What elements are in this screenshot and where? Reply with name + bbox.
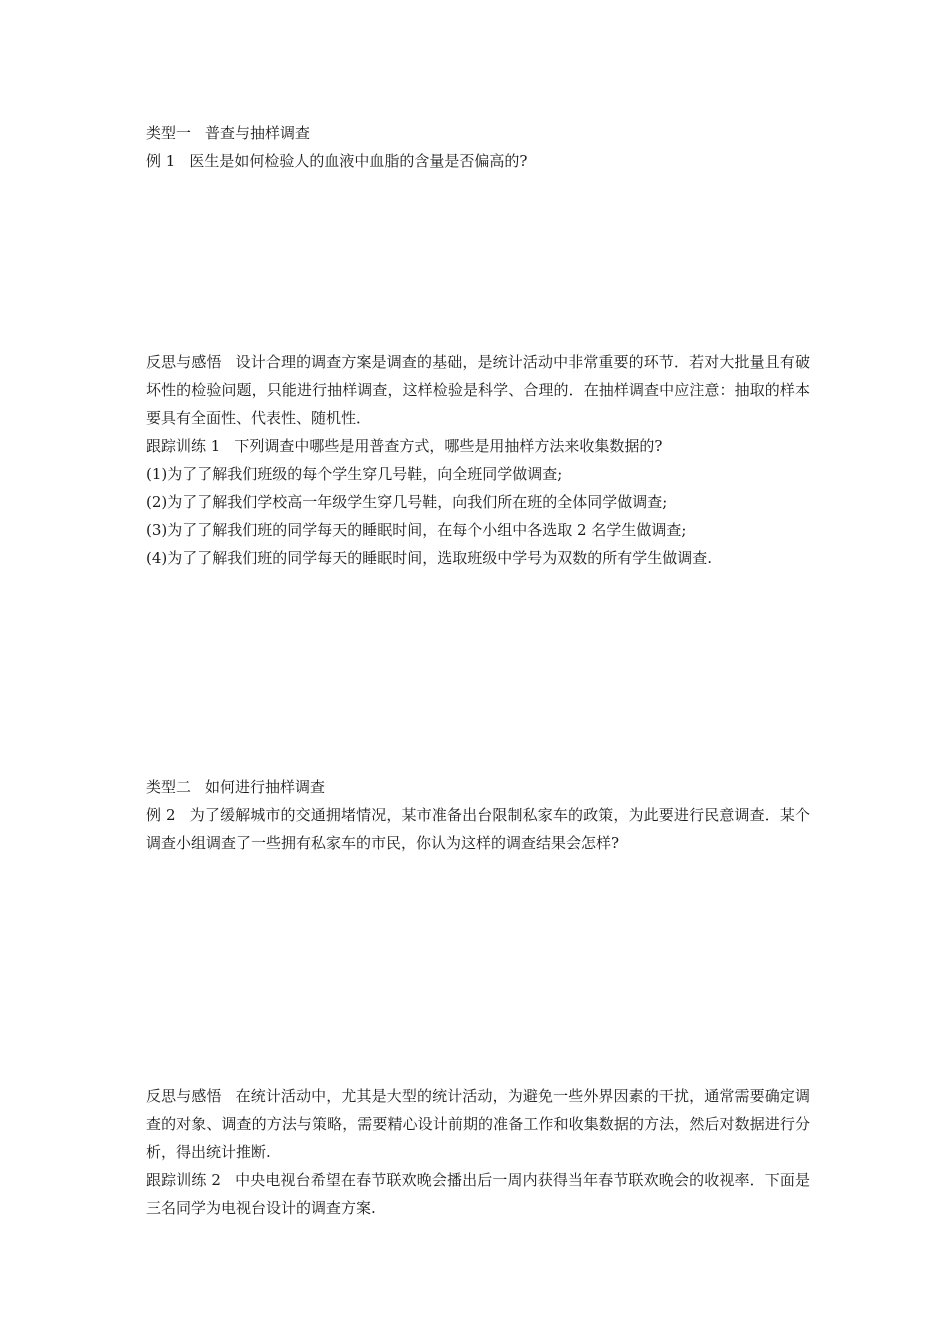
section-1-type-title: 普查与抽样调查 xyxy=(205,124,311,142)
reflection-and-training-2 xyxy=(146,1082,810,1222)
section-1-heading xyxy=(146,119,810,147)
reflection-2-label: 反思与感悟 xyxy=(146,1087,222,1105)
reflection-2 xyxy=(146,1082,810,1166)
example-2-text: 为了缓解城市的交通拥堵情况，某市准备出台限制私家车的政策，为此要进行民意调查．某个调查小组调查了一些拥有私家车的市民，你认为这样的调查结果会怎样? xyxy=(146,806,810,852)
section-1 xyxy=(146,119,810,175)
training-1-item: (1)为了了解我们班级的每个学生穿几号鞋，向全班同学做调查; xyxy=(146,465,563,483)
training-1-text: 下列调查中哪些是用普查方式，哪些是用抽样方法来收集数据的? xyxy=(234,437,663,455)
training-2-text: 中央电视台希望在春节联欢晚会播出后一周内获得当年春节联欢晚会的收视率．下面是三名同学为电视台设计的调查方案. xyxy=(146,1171,811,1217)
training-1-label: 跟踪训练 1 xyxy=(146,437,221,455)
reflection-2-text: 在统计活动中，尤其是大型的统计活动，为避免一些外界因素的干扰，通常需要确定调查的对象、调查的方法与策略，需要精心设计前期的准备工作和收集数据的方法，然后对数据进行分析，得出统计推断. xyxy=(146,1087,810,1161)
training-1-item: (3)为了了解我们班的同学每天的睡眠时间，在每个小组中各选取 2 名学生做调查; xyxy=(146,521,687,539)
section-2-type-label: 类型二 xyxy=(146,778,192,796)
example-2-label: 例 2 xyxy=(146,806,176,824)
section-2-heading xyxy=(146,773,810,801)
example-1-text: 医生是如何检验人的血液中血脂的含量是否偏高的? xyxy=(189,152,528,170)
training-1-item: (4)为了了解我们班的同学每天的睡眠时间，选取班级中学号为双数的所有学生做调查. xyxy=(146,549,713,567)
example-1-label: 例 1 xyxy=(146,152,176,170)
training-2 xyxy=(146,1166,810,1222)
training-1 xyxy=(146,432,810,460)
training-1-item: (2)为了了解我们学校高一年级学生穿几号鞋，向我们所在班的全体同学做调查; xyxy=(146,493,668,511)
section-2 xyxy=(146,773,810,857)
reflection-1 xyxy=(146,348,810,432)
reflection-1-text: 设计合理的调查方案是调查的基础，是统计活动中非常重要的环节．若对大批量且有破坏性的检验问题，只能进行抽样调查，这样检验是科学、合理的．在抽样调查中应注意：抽取的样本要具有全面性、代表性、随机性． xyxy=(146,353,810,427)
reflection-1-label: 反思与感悟 xyxy=(146,353,222,371)
example-2 xyxy=(146,801,810,857)
training-2-label: 跟踪训练 2 xyxy=(146,1171,221,1189)
section-2-type-title: 如何进行抽样调查 xyxy=(205,778,326,796)
section-1-type-label: 类型一 xyxy=(146,124,192,142)
example-1 xyxy=(146,147,810,175)
reflection-and-training-1 xyxy=(146,348,810,572)
